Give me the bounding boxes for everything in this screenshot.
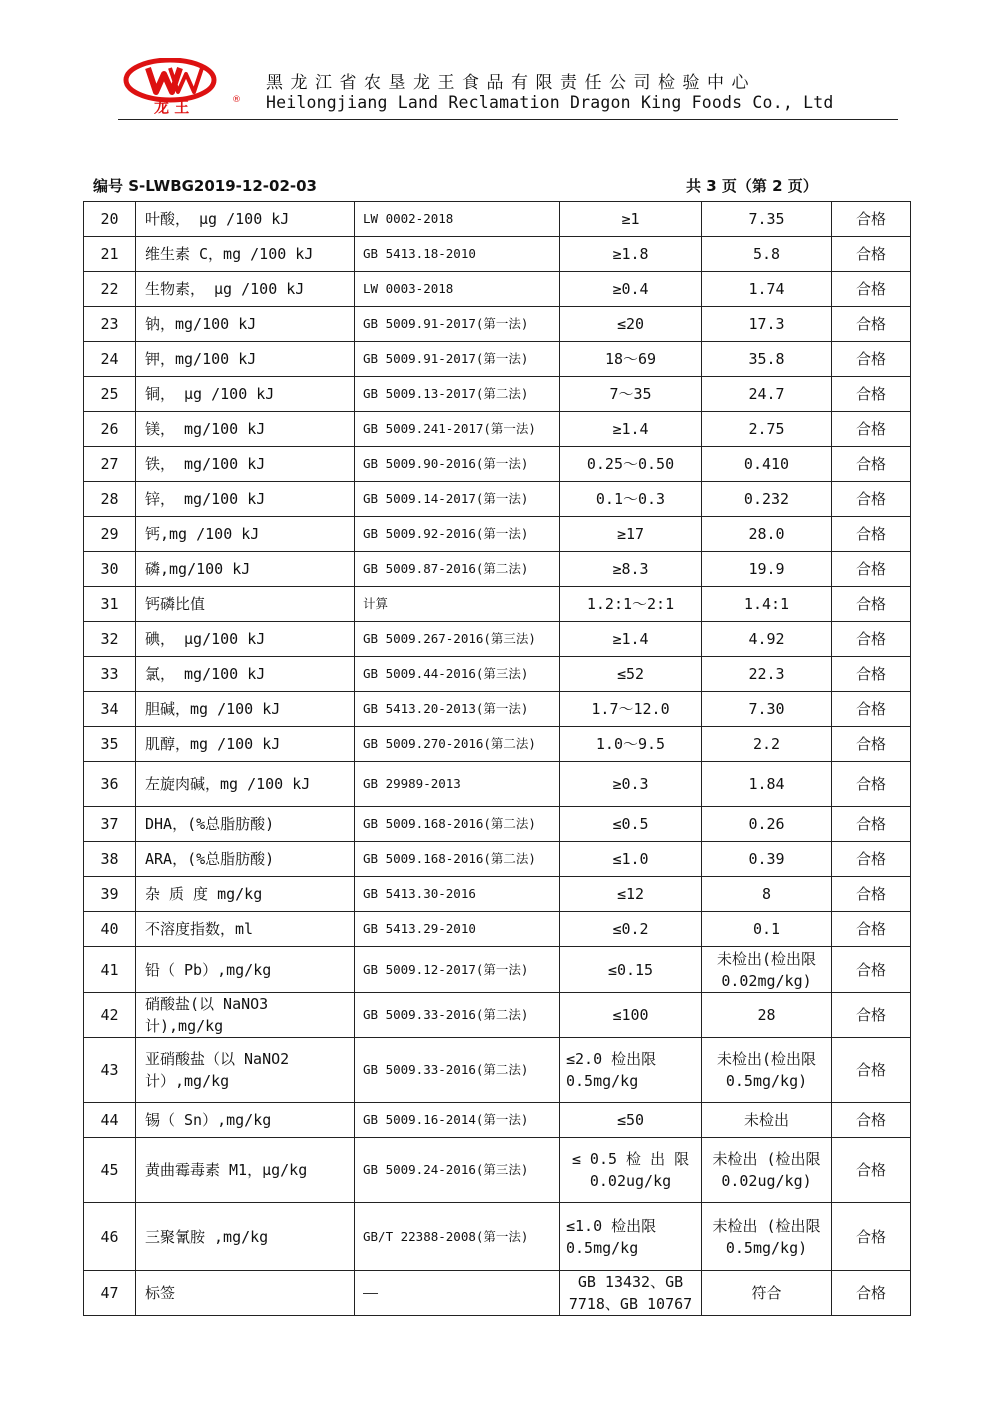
requirement-cell: 7～35 <box>560 377 702 412</box>
conclusion-cell: 合格 <box>832 1103 911 1138</box>
row-number-cell: 36 <box>84 762 136 807</box>
test-item-cell: 镁， mg/100 kJ <box>136 412 355 447</box>
test-result-cell: 未检出 (检出限 0.5mg/kg) <box>702 1203 832 1271</box>
table-row <box>84 1203 911 1271</box>
test-method-cell: GB 5009.16-2014(第一法) <box>355 1103 560 1138</box>
row-number-cell: 35 <box>84 727 136 762</box>
test-method-cell: GB 5009.13-2017(第二法) <box>355 377 560 412</box>
row-number-cell: 37 <box>84 807 136 842</box>
test-result-cell: 28 <box>702 993 832 1038</box>
conclusion-cell: 合格 <box>832 877 911 912</box>
requirement-cell: ≥17 <box>560 517 702 552</box>
test-item-cell: 铜， μg /100 kJ <box>136 377 355 412</box>
test-method-cell: GB 5009.44-2016(第三法) <box>355 657 560 692</box>
test-method-cell: GB 5413.30-2016 <box>355 877 560 912</box>
test-method-cell: GB 5009.168-2016(第二法) <box>355 807 560 842</box>
conclusion-cell: 合格 <box>832 237 911 272</box>
row-number-cell: 41 <box>84 947 136 993</box>
requirement-cell: ≥1.8 <box>560 237 702 272</box>
row-number-cell: 25 <box>84 377 136 412</box>
test-item-cell: 锌， mg/100 kJ <box>136 482 355 517</box>
table-row <box>84 947 911 993</box>
conclusion-cell: 合格 <box>832 842 911 877</box>
table-row <box>84 727 911 762</box>
conclusion-cell: 合格 <box>832 1138 911 1203</box>
row-number-cell: 42 <box>84 993 136 1038</box>
requirement-cell: 18～69 <box>560 342 702 377</box>
test-item-cell: 钠，mg/100 kJ <box>136 307 355 342</box>
requirement-cell: 1.7～12.0 <box>560 692 702 727</box>
conclusion-cell: 合格 <box>832 307 911 342</box>
test-item-cell: ARA，(%总脂肪酸) <box>136 842 355 877</box>
test-method-cell: GB 5009.87-2016(第二法) <box>355 552 560 587</box>
test-result-cell: 未检出 <box>702 1103 832 1138</box>
row-number-cell: 47 <box>84 1271 136 1316</box>
test-result-cell: 0.232 <box>702 482 832 517</box>
test-method-cell: GB 5009.241-2017(第一法) <box>355 412 560 447</box>
test-result-cell: 24.7 <box>702 377 832 412</box>
test-item-cell: 钙,mg /100 kJ <box>136 517 355 552</box>
table-row <box>84 237 911 272</box>
test-item-cell: 标签 <box>136 1271 355 1316</box>
conclusion-cell: 合格 <box>832 727 911 762</box>
conclusion-cell: 合格 <box>832 1271 911 1316</box>
test-item-cell: 碘， μg/100 kJ <box>136 622 355 657</box>
test-item-cell: 胆碱，mg /100 kJ <box>136 692 355 727</box>
requirement-cell: ≤20 <box>560 307 702 342</box>
table-row <box>84 447 911 482</box>
company-logo <box>118 58 244 114</box>
test-result-cell: 7.35 <box>702 202 832 237</box>
table-row <box>84 877 911 912</box>
requirement-cell: ≤0.5 <box>560 807 702 842</box>
table-row <box>84 842 911 877</box>
table-row <box>84 622 911 657</box>
test-result-cell: 17.3 <box>702 307 832 342</box>
test-result-cell: 8 <box>702 877 832 912</box>
test-result-cell: 35.8 <box>702 342 832 377</box>
test-item-cell: 铅（ Pb）,mg/kg <box>136 947 355 993</box>
row-number-cell: 44 <box>84 1103 136 1138</box>
test-method-cell: GB 5009.168-2016(第二法) <box>355 842 560 877</box>
test-item-cell: 钙磷比值 <box>136 587 355 622</box>
test-item-cell: 左旋肉碱，mg /100 kJ <box>136 762 355 807</box>
table-row <box>84 912 911 947</box>
requirement-cell: ≤0.2 <box>560 912 702 947</box>
logo-text: 龙 王 <box>154 98 190 114</box>
requirement-cell: ≤2.0 检出限 0.5mg/kg <box>560 1038 702 1103</box>
test-result-cell: 22.3 <box>702 657 832 692</box>
requirement-cell: ≤100 <box>560 993 702 1038</box>
conclusion-cell: 合格 <box>832 1038 911 1103</box>
test-result-cell: 未检出(检出限 0.02mg/kg) <box>702 947 832 993</box>
test-result-cell: 2.75 <box>702 412 832 447</box>
table-row <box>84 272 911 307</box>
conclusion-cell: 合格 <box>832 807 911 842</box>
test-result-cell: 7.30 <box>702 692 832 727</box>
table-row <box>84 1138 911 1203</box>
requirement-cell: GB 13432、GB 7718、GB 10767 <box>560 1271 702 1316</box>
test-method-cell: GB 5413.18-2010 <box>355 237 560 272</box>
test-method-cell: GB 5009.14-2017(第一法) <box>355 482 560 517</box>
row-number-cell: 26 <box>84 412 136 447</box>
row-number-cell: 20 <box>84 202 136 237</box>
table-row <box>84 482 911 517</box>
test-method-cell: GB 5413.20-2013(第一法) <box>355 692 560 727</box>
requirement-cell: ≥8.3 <box>560 552 702 587</box>
requirement-cell: 0.1～0.3 <box>560 482 702 517</box>
test-result-cell: 19.9 <box>702 552 832 587</box>
test-item-cell: 锡（ Sn）,mg/kg <box>136 1103 355 1138</box>
test-item-cell: DHA，(%总脂肪酸) <box>136 807 355 842</box>
requirement-cell: ≥0.3 <box>560 762 702 807</box>
test-method-cell: GB 5009.91-2017(第一法) <box>355 307 560 342</box>
row-number-cell: 29 <box>84 517 136 552</box>
conclusion-cell: 合格 <box>832 692 911 727</box>
requirement-cell: ≥0.4 <box>560 272 702 307</box>
test-results-table <box>83 201 911 1316</box>
test-result-cell: 28.0 <box>702 517 832 552</box>
test-item-cell: 磷,mg/100 kJ <box>136 552 355 587</box>
test-item-cell: 肌醇，mg /100 kJ <box>136 727 355 762</box>
conclusion-cell: 合格 <box>832 272 911 307</box>
conclusion-cell: 合格 <box>832 587 911 622</box>
conclusion-cell: 合格 <box>832 447 911 482</box>
test-item-cell: 生物素， μg /100 kJ <box>136 272 355 307</box>
test-method-cell: GB 5009.267-2016(第三法) <box>355 622 560 657</box>
test-item-cell: 黄曲霉毒素 M1，μg/kg <box>136 1138 355 1203</box>
conclusion-cell: 合格 <box>832 762 911 807</box>
test-method-cell: GB/T 22388-2008(第一法) <box>355 1203 560 1271</box>
test-result-cell: 0.39 <box>702 842 832 877</box>
requirement-cell: ≥1 <box>560 202 702 237</box>
test-method-cell: 计算 <box>355 587 560 622</box>
test-item-cell: 铁， mg/100 kJ <box>136 447 355 482</box>
table-row <box>84 517 911 552</box>
row-number-cell: 30 <box>84 552 136 587</box>
test-item-cell: 硝酸盐(以 NaNO3 计),mg/kg <box>136 993 355 1038</box>
company-name-en: Heilongjiang Land Reclamation Dragon King Foods Co., Ltd <box>266 93 834 112</box>
test-result-cell: 1.84 <box>702 762 832 807</box>
conclusion-cell: 合格 <box>832 912 911 947</box>
row-number-cell: 27 <box>84 447 136 482</box>
row-number-cell: 31 <box>84 587 136 622</box>
row-number-cell: 39 <box>84 877 136 912</box>
document-number: 编号 S-LWBG2019-12-02-03 <box>93 177 317 195</box>
test-method-cell: GB 5009.90-2016(第一法) <box>355 447 560 482</box>
test-result-cell: 5.8 <box>702 237 832 272</box>
test-item-cell: 不溶度指数，ml <box>136 912 355 947</box>
company-name-cn: 黑龙江省农垦龙王食品有限责任公司检验中心 <box>266 73 756 93</box>
test-method-cell: GB 5413.29-2010 <box>355 912 560 947</box>
test-item-cell: 维生素 C，mg /100 kJ <box>136 237 355 272</box>
test-result-cell: 0.410 <box>702 447 832 482</box>
row-number-cell: 32 <box>84 622 136 657</box>
conclusion-cell: 合格 <box>832 202 911 237</box>
test-item-cell: 氯， mg/100 kJ <box>136 657 355 692</box>
row-number-cell: 21 <box>84 237 136 272</box>
test-item-cell: 钾，mg/100 kJ <box>136 342 355 377</box>
table-row <box>84 342 911 377</box>
row-number-cell: 34 <box>84 692 136 727</box>
row-number-cell: 33 <box>84 657 136 692</box>
requirement-cell: 1.2:1～2:1 <box>560 587 702 622</box>
conclusion-cell: 合格 <box>832 622 911 657</box>
conclusion-cell: 合格 <box>832 412 911 447</box>
row-number-cell: 43 <box>84 1038 136 1103</box>
test-method-cell: GB 5009.33-2016(第二法) <box>355 1038 560 1103</box>
page-indicator: 共 3 页（第 2 页） <box>686 177 818 195</box>
table-row <box>84 552 911 587</box>
table-row <box>84 692 911 727</box>
row-number-cell: 28 <box>84 482 136 517</box>
requirement-cell: ≤1.0 <box>560 842 702 877</box>
conclusion-cell: 合格 <box>832 377 911 412</box>
conclusion-cell: 合格 <box>832 482 911 517</box>
requirement-cell: ≤12 <box>560 877 702 912</box>
test-result-cell: 未检出(检出限 0.5mg/kg) <box>702 1038 832 1103</box>
test-method-cell: GB 5009.33-2016(第二法) <box>355 993 560 1038</box>
table-row <box>84 657 911 692</box>
test-item-cell: 三聚氰胺 ,mg/kg <box>136 1203 355 1271</box>
test-result-cell: 1.4:1 <box>702 587 832 622</box>
test-method-cell: GB 5009.270-2016(第二法) <box>355 727 560 762</box>
test-result-cell: 2.2 <box>702 727 832 762</box>
test-result-cell: 0.26 <box>702 807 832 842</box>
test-result-cell: 0.1 <box>702 912 832 947</box>
test-result-cell: 1.74 <box>702 272 832 307</box>
row-number-cell: 22 <box>84 272 136 307</box>
test-item-cell: 亚硝酸盐（以 NaNO2 计）,mg/kg <box>136 1038 355 1103</box>
conclusion-cell: 合格 <box>832 947 911 993</box>
table-row <box>84 1103 911 1138</box>
test-method-cell: GB 5009.12-2017(第一法) <box>355 947 560 993</box>
requirement-cell: 1.0～9.5 <box>560 727 702 762</box>
table-row <box>84 412 911 447</box>
table-row <box>84 993 911 1038</box>
conclusion-cell: 合格 <box>832 517 911 552</box>
test-method-cell: LW 0002-2018 <box>355 202 560 237</box>
requirement-cell: ≤0.15 <box>560 947 702 993</box>
row-number-cell: 24 <box>84 342 136 377</box>
requirement-cell: 0.25～0.50 <box>560 447 702 482</box>
table-row <box>84 307 911 342</box>
test-result-cell: 符合 <box>702 1271 832 1316</box>
table-row <box>84 202 911 237</box>
requirement-cell: ≥1.4 <box>560 622 702 657</box>
table-row <box>84 377 911 412</box>
test-method-cell: GB 29989-2013 <box>355 762 560 807</box>
header-rule <box>118 119 898 120</box>
test-method-cell: GB 5009.91-2017(第一法) <box>355 342 560 377</box>
table-row <box>84 587 911 622</box>
table-row <box>84 807 911 842</box>
conclusion-cell: 合格 <box>832 1203 911 1271</box>
test-result-cell: 未检出 (检出限 0.02ug/kg) <box>702 1138 832 1203</box>
row-number-cell: 46 <box>84 1203 136 1271</box>
test-method-cell: GB 5009.24-2016(第三法) <box>355 1138 560 1203</box>
row-number-cell: 38 <box>84 842 136 877</box>
conclusion-cell: 合格 <box>832 552 911 587</box>
requirement-cell: ≤1.0 检出限 0.5mg/kg <box>560 1203 702 1271</box>
conclusion-cell: 合格 <box>832 993 911 1038</box>
test-method-cell: LW 0003-2018 <box>355 272 560 307</box>
requirement-cell: ≤50 <box>560 1103 702 1138</box>
conclusion-cell: 合格 <box>832 657 911 692</box>
table-row <box>84 762 911 807</box>
requirement-cell: ≤52 <box>560 657 702 692</box>
test-item-cell: 杂 质 度 mg/kg <box>136 877 355 912</box>
test-method-cell: GB 5009.92-2016(第一法) <box>355 517 560 552</box>
table-row <box>84 1271 911 1316</box>
test-method-cell: —— <box>355 1271 560 1316</box>
requirement-cell: ≥1.4 <box>560 412 702 447</box>
registered-mark: ® <box>232 95 241 105</box>
test-result-cell: 4.92 <box>702 622 832 657</box>
row-number-cell: 45 <box>84 1138 136 1203</box>
requirement-cell: ≤ 0.5 检 出 限 0.02ug/kg <box>560 1138 702 1203</box>
conclusion-cell: 合格 <box>832 342 911 377</box>
row-number-cell: 23 <box>84 307 136 342</box>
table-row <box>84 1038 911 1103</box>
row-number-cell: 40 <box>84 912 136 947</box>
test-item-cell: 叶酸， μg /100 kJ <box>136 202 355 237</box>
